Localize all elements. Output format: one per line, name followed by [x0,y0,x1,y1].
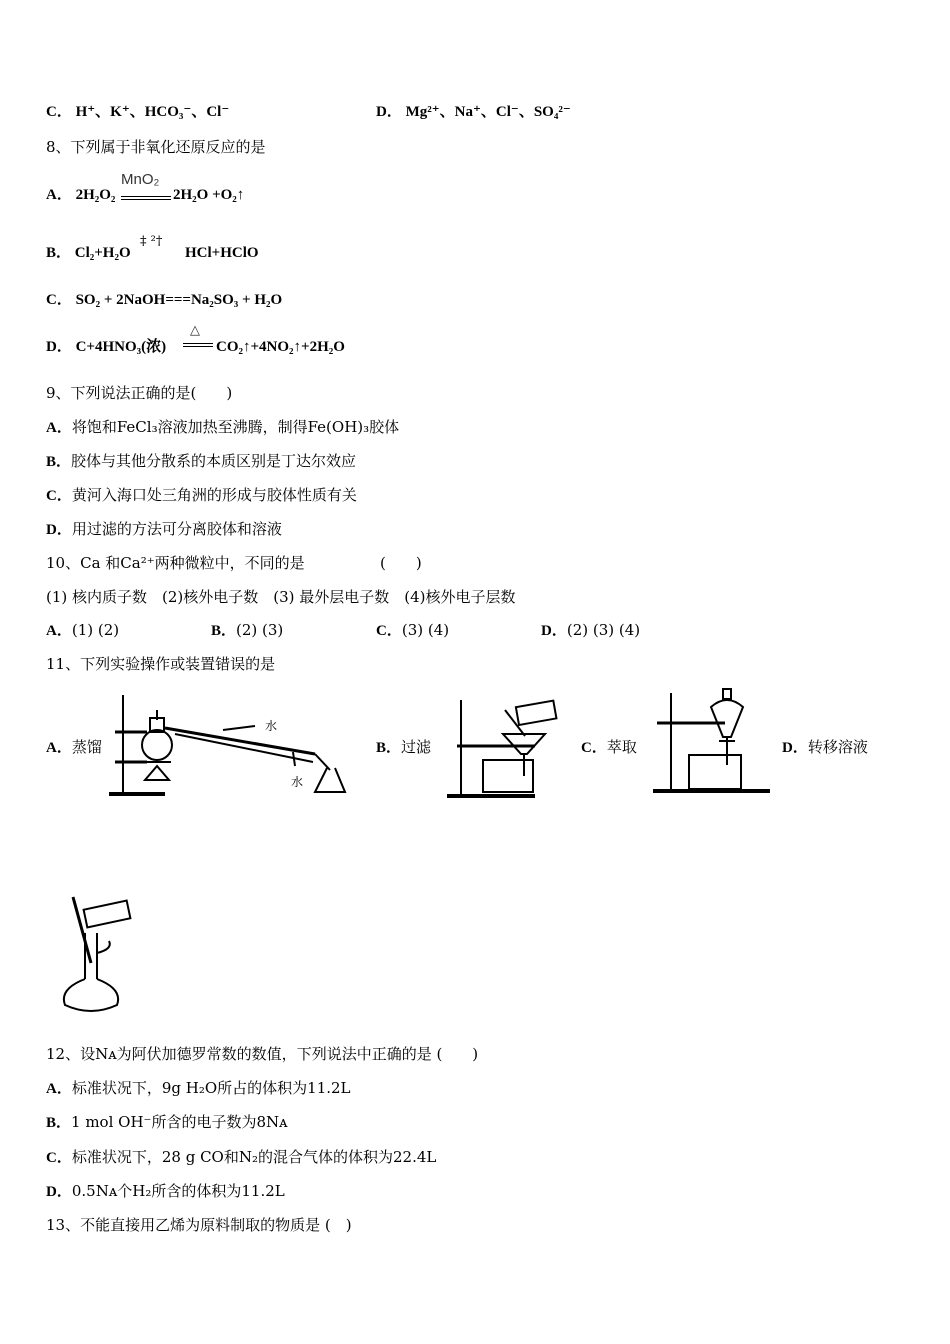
q7-option-d [376,102,571,122]
q12-option-a [46,1078,351,1099]
q10-option-c-label: C． [376,623,402,639]
q13-stem: 13、不能直接用乙烯为原料制取的物质是 ( ) [46,1216,352,1234]
filtration-apparatus-figure [445,698,565,803]
q9-option-b [46,451,356,472]
q8-option-a-arrow [121,196,171,200]
transfer-solution-figure [55,893,145,1018]
q10-option-b-label: B． [211,623,237,639]
water-out-label: 水 [291,775,304,789]
q8-option-b [46,243,131,263]
q10-option-b [211,620,283,641]
q9-option-a-label: A． [46,420,72,436]
q9-option-a-text: 将饱和FeCl₃溶液加热至沸腾，制得Fe(OH)₃胶体 [71,418,400,436]
q11-option-c-label: C． [581,740,607,756]
q12-option-b-text: 1 mol OH⁻所含的电子数为8Nᴀ [71,1113,288,1131]
q8-option-a-left: 2H₂O₂ [75,187,116,203]
q12-option-d-label: D． [46,1184,72,1200]
q7-option-c [46,102,229,122]
q9-option-d-label: D． [46,522,72,538]
q9-option-b-text: 胶体与其他分散系的本质区别是丁达尔效应 [71,452,357,470]
q8-option-c [46,290,282,310]
q8-option-b-left: Cl₂+H₂O [74,245,131,261]
q8-option-b-mark: ‡ ²† [140,234,163,249]
q12-option-d-text: 0.5Nᴀ个H₂所含的体积为11.2L [71,1182,285,1200]
q12-option-c-label: C． [46,1150,72,1166]
q11-option-b-text: 过滤 [401,738,432,756]
q10-option-d [541,620,640,641]
q10-option-d-label: D． [541,623,567,639]
q11-option-d [782,737,868,758]
distillation-apparatus-figure [105,690,360,800]
q12-option-c [46,1147,436,1168]
q10-option-c [376,620,449,641]
q10-paren: ( ) [380,554,422,572]
q8-option-d-label: D． [46,339,72,355]
q8-option-c-label: C． [46,292,72,308]
q11-option-a-text: 蒸馏 [71,738,102,756]
q12-option-b-label: B． [46,1115,72,1131]
q9-option-d [46,519,282,540]
q12-option-a-text: 标准状况下，9g H₂O所占的体积为11.2L [71,1079,351,1097]
q8-option-d [46,337,166,357]
q11-option-d-text: 转移溶液 [807,738,868,756]
q9-option-c [46,485,357,506]
q8-option-d-left: C+4HNO₃(浓) [75,339,167,355]
q8-option-d-condition: △ [190,322,200,337]
q7-option-c-label: C． [46,104,72,120]
q10-option-a-label: A． [46,623,72,639]
q8-option-b-right: HCl+HClO [185,245,259,261]
q8-option-d-arrow [183,343,213,347]
q11-option-c-text: 萃取 [606,738,637,756]
q8-option-d-right: CO₂↑+4NO₂↑+2H₂O [216,339,345,355]
q10-items: (1) 核内质子数 (2)核外电子数 (3) 最外层电子数 (4)核外电子层数 [46,588,516,606]
q11-option-c [581,737,637,758]
q8-option-a-label: A． [46,187,72,203]
q11-stem: 11、下列实验操作或装置错误的是 [46,655,276,673]
q10-option-b-text: (2) (3) [236,621,284,639]
q11-option-a-label: A． [46,740,72,756]
q8-option-a [46,185,115,205]
q9-option-b-label: B． [46,454,72,470]
q8-stem: 8、下列属于非氧化还原反应的是 [46,138,266,156]
q12-stem: 12、设Nᴀ为阿伏加德罗常数的数值，下列说法中正确的是 ( ) [46,1045,479,1063]
q9-option-d-text: 用过滤的方法可分离胶体和溶液 [71,520,282,538]
q12-option-b [46,1112,288,1133]
q11-option-b [376,737,431,758]
q8-option-a-condition: MnO₂ [121,171,160,188]
q9-option-c-label: C． [46,488,72,504]
q10-option-a-text: (1) (2) [71,621,120,639]
q7-option-c-text: H⁺、K⁺、HCO₃⁻、Cl⁻ [75,104,230,120]
q10-stem: 10、Ca 和Ca²⁺两种微粒中，不同的是 [46,554,305,572]
q10-option-d-text: (2) (3) (4) [566,621,641,639]
q9-option-c-text: 黄河入海口处三角洲的形成与胶体性质有关 [71,486,357,504]
q10-option-c-text: (3) (4) [401,621,450,639]
extraction-apparatus-figure [645,685,775,797]
q10-option-a [46,620,119,641]
water-in-label: 水 [265,719,278,733]
q8-option-a-right: 2H₂O +O₂↑ [173,187,245,203]
q12-option-a-label: A． [46,1081,72,1097]
q11-option-a [46,737,102,758]
q11-option-b-label: B． [376,740,402,756]
q7-option-d-text: Mg²⁺、Na⁺、Cl⁻、SO₄²⁻ [405,104,571,120]
q8-option-b-label: B． [46,245,72,261]
q8-option-c-text: SO₂ + 2NaOH===Na₂SO₃ + H₂O [75,292,283,308]
q9-option-a [46,417,399,438]
q11-option-d-label: D． [782,740,808,756]
q9-stem: 9、下列说法正确的是( ) [46,384,233,402]
q12-option-d [46,1181,285,1202]
q7-option-d-label: D． [376,104,402,120]
q12-option-c-text: 标准状况下，28 g CO和N₂的混合气体的体积为22.4L [71,1148,437,1166]
